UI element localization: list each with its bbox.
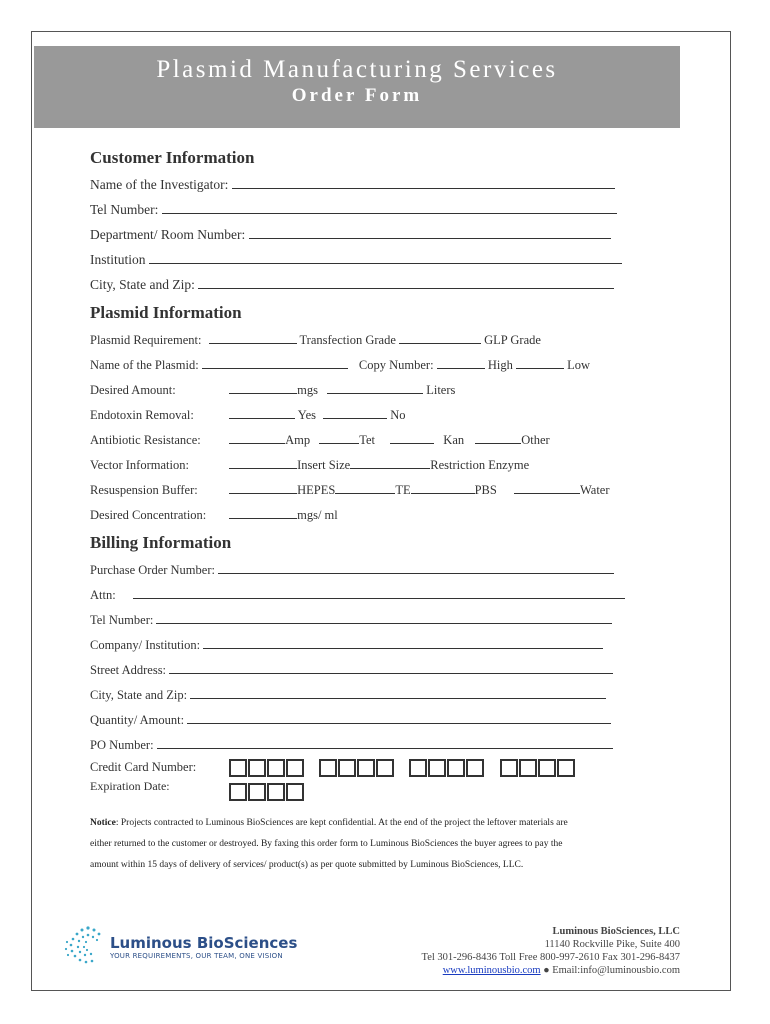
high-label: High (487, 358, 513, 372)
hepes-label: HEPES (297, 483, 336, 497)
liters-line[interactable] (327, 382, 423, 394)
attn-label: Attn: (90, 588, 116, 602)
yes-label: Yes (297, 408, 316, 422)
pbs-label: PBS (474, 483, 497, 497)
billing-tel-field[interactable] (90, 612, 650, 628)
footer-phones: Tel 301-296-8436 Toll Free 800-997-2610 Fax 301-296-8437 (421, 952, 680, 963)
low-line[interactable] (516, 357, 564, 369)
po-number-line[interactable] (218, 562, 614, 574)
tet-label: Tet (359, 433, 376, 447)
te-label: TE (395, 483, 411, 497)
brand-name: Luminous BioSciences (110, 934, 298, 952)
tel-label: Tel Number: (90, 202, 159, 217)
credit-card-group-1[interactable] (229, 759, 305, 777)
amp-line[interactable] (229, 432, 285, 444)
glp-label: GLP Grade (484, 333, 541, 347)
institution-label: Institution (90, 252, 146, 267)
brand-tagline: YOUR REQUIREMENTS, OUR TEAM, ONE VISION (110, 952, 283, 960)
concentration-line[interactable] (229, 507, 297, 519)
city-label: City, State and Zip: (90, 277, 195, 292)
page-subtitle: Order Form (291, 85, 423, 106)
expiration-row (90, 779, 650, 801)
pbs-line[interactable] (411, 482, 475, 494)
transfection-line[interactable] (209, 332, 297, 344)
hepes-line[interactable] (229, 482, 297, 494)
po-number-field[interactable] (90, 562, 650, 578)
plasmid-requirement-label: Plasmid Requirement: (90, 333, 202, 347)
footer-website-link[interactable]: www.luminousbio.com (442, 965, 541, 976)
company-label: Company/ Institution: (90, 638, 201, 652)
plasmid-name-label: Name of the Plasmid: (90, 358, 199, 372)
luminous-logo-icon (64, 924, 112, 966)
credit-card-group-3[interactable] (409, 759, 485, 777)
po-number-label: Purchase Order Number: (90, 563, 215, 577)
amp-label: Amp (285, 433, 311, 447)
tel-line[interactable] (162, 201, 617, 214)
expiration-group[interactable] (229, 783, 305, 801)
te-line[interactable] (335, 482, 395, 494)
billing-heading: Billing Information (90, 533, 232, 552)
notice-text-3: amount within 15 days of delivery of services/ product(s) as per quote submitted by Luminous BioSciences, LLC. (90, 860, 524, 870)
institution-line[interactable] (149, 251, 622, 264)
insert-size-label: Insert Size (297, 458, 351, 472)
attn-line[interactable] (133, 587, 625, 599)
credit-card-group-4[interactable] (500, 759, 576, 777)
page-title: Plasmid Manufacturing Services (156, 56, 558, 83)
plasmid-name-row (90, 357, 650, 373)
other-line[interactable] (475, 432, 521, 444)
desired-amount-label: Desired Amount: (90, 383, 176, 397)
notice (90, 813, 670, 876)
no-label: No (390, 408, 406, 422)
antibiotic-row (90, 432, 650, 448)
billing-city-field[interactable] (90, 687, 650, 703)
insert-size-line[interactable] (229, 457, 297, 469)
yes-line[interactable] (229, 407, 295, 419)
endotoxin-label: Endotoxin Removal: (90, 408, 194, 422)
notice-label: Notice (90, 818, 116, 828)
po-field[interactable] (90, 737, 650, 753)
restriction-line[interactable] (350, 457, 430, 469)
restriction-label: Restriction Enzyme (430, 458, 530, 472)
city-field[interactable] (90, 276, 650, 293)
department-line[interactable] (249, 226, 611, 239)
quantity-line[interactable] (187, 712, 611, 724)
desired-amount-row (90, 382, 650, 398)
mgsml-label: mgs/ ml (297, 508, 338, 522)
kan-line[interactable] (390, 432, 434, 444)
billing-tel-label: Tel Number: (90, 613, 154, 627)
po-line[interactable] (157, 737, 613, 749)
resuspension-label: Resuspension Buffer: (90, 483, 198, 497)
no-line[interactable] (323, 407, 387, 419)
po-label: PO Number: (90, 738, 154, 752)
footer-email: ● Email:info@luminousbio.com (540, 965, 680, 976)
glp-line[interactable] (399, 332, 481, 344)
expiration-label: Expiration Date: (90, 779, 170, 793)
header-banner (34, 46, 680, 128)
vector-row (90, 457, 650, 473)
antibiotic-label: Antibiotic Resistance: (90, 433, 201, 447)
customer-heading: Customer Information (90, 148, 255, 167)
notice-text-2: either returned to the customer or destroyed. By faxing this order form to Luminous BioSciences the buyer agrees to pay the (90, 839, 563, 849)
street-field[interactable] (90, 662, 650, 678)
investigator-label: Name of the Investigator: (90, 177, 229, 192)
quantity-field[interactable] (90, 712, 650, 728)
notice-text-1: : Projects contracted to Luminous BioSciences are kept confidential. At the end of the project the leftover materials are (115, 818, 568, 828)
tel-field[interactable] (90, 201, 650, 218)
water-line[interactable] (514, 482, 580, 494)
credit-card-label: Credit Card Number: (90, 759, 197, 774)
footer-address: 11140 Rockville Pike, Suite 400 (544, 939, 680, 950)
resuspension-row (90, 482, 650, 498)
city-line[interactable] (198, 276, 614, 289)
kan-label: Kan (443, 433, 465, 447)
low-label: Low (567, 358, 590, 372)
liters-label: Liters (426, 383, 456, 397)
mgs-line[interactable] (229, 382, 297, 394)
institution-field[interactable] (90, 251, 650, 268)
company-field[interactable] (90, 637, 650, 653)
credit-card-row (90, 759, 650, 777)
quantity-label: Quantity/ Amount: (90, 713, 185, 727)
billing-city-line[interactable] (190, 687, 606, 699)
endotoxin-row (90, 407, 650, 423)
attn-field[interactable] (90, 587, 650, 603)
concentration-label: Desired Concentration: (90, 508, 207, 522)
billing-tel-line[interactable] (156, 612, 612, 624)
transfection-label: Transfection Grade (299, 333, 396, 347)
street-label: Street Address: (90, 663, 167, 677)
footer-contact (422, 925, 680, 977)
billing-city-label: City, State and Zip: (90, 688, 188, 702)
department-field[interactable] (90, 226, 650, 243)
copy-number-label: Copy Number: (358, 358, 434, 372)
department-label: Department/ Room Number: (90, 227, 246, 242)
footer-company: Luminous BioSciences, LLC (552, 926, 680, 937)
mgs-label: mgs (297, 383, 318, 397)
other-label: Other (521, 433, 550, 447)
form-content (90, 146, 650, 876)
investigator-line[interactable] (232, 176, 615, 189)
vector-label: Vector Information: (90, 458, 189, 472)
water-label: Water (579, 483, 610, 497)
company-line[interactable] (203, 637, 603, 649)
tet-line[interactable] (319, 432, 359, 444)
concentration-row (90, 507, 650, 523)
high-line[interactable] (437, 357, 485, 369)
credit-card-group-2[interactable] (319, 759, 395, 777)
plasmid-name-line[interactable] (202, 357, 348, 369)
street-line[interactable] (169, 662, 613, 674)
investigator-field[interactable] (90, 176, 650, 193)
plasmid-requirement-row (90, 332, 650, 348)
plasmid-heading: Plasmid Information (90, 303, 242, 322)
